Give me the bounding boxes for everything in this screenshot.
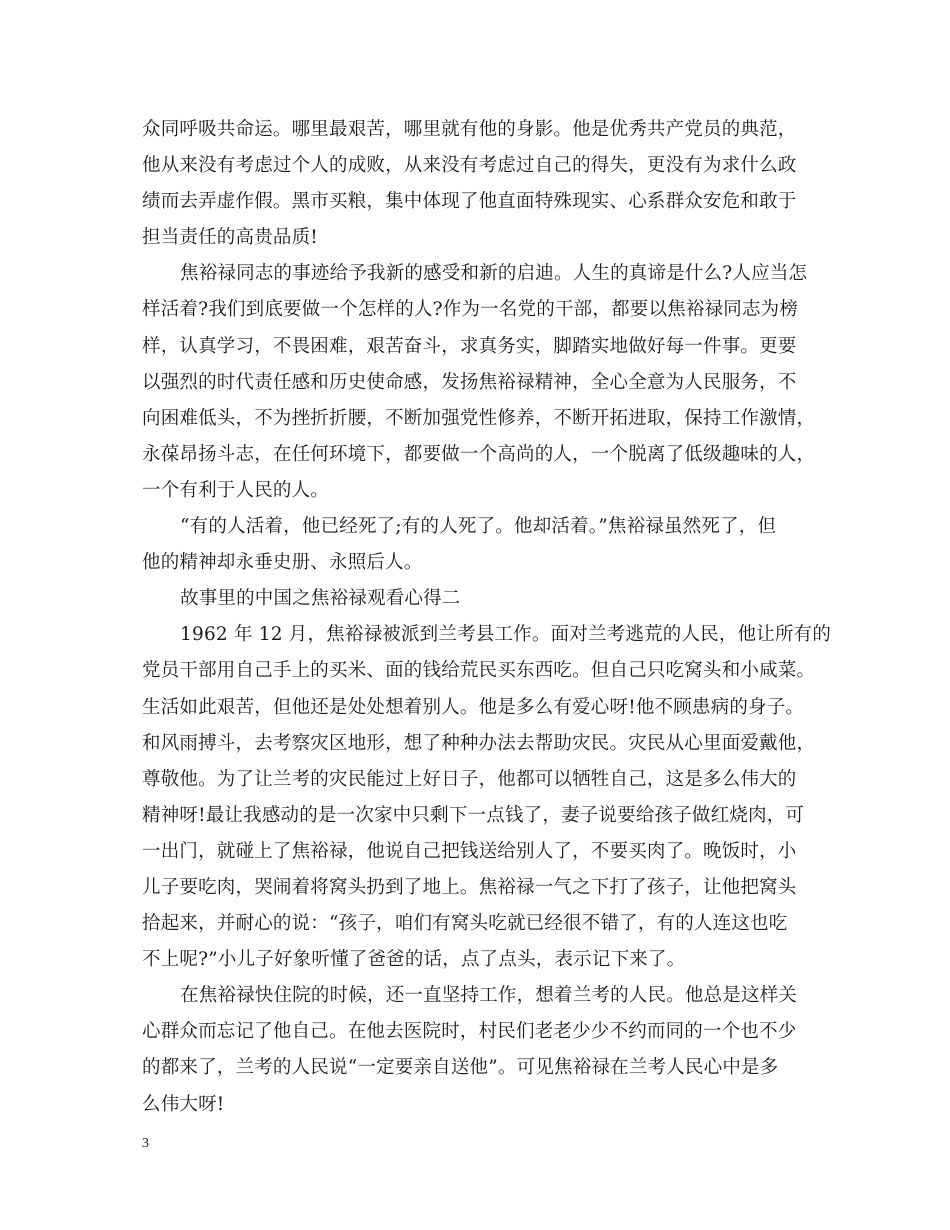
document-body: [142, 112, 832, 1123]
text-line: 以强烈的时代责任感和历史使命感，发扬焦裕禄精神，全心全意为人民服务，不: [142, 371, 797, 393]
text-line: 精神呀!最让我感动的是一次家中只剩下一点钱了，妻子说要给孩子做红烧肉，可: [142, 804, 805, 826]
text-line: 尊敬他。为了让兰考的灾民能过上好日子，他都可以牺牲自己，这是多么伟大的: [142, 768, 797, 790]
text-line: 心群众而忘记了他自己。在他去医院时，村民们老老少少不约而同的一个也不少: [142, 1021, 797, 1043]
text-line: 绩而去弄虚作假。黑市买粮，集中体现了他直面特殊现实、心系群众安危和敢于: [142, 191, 797, 213]
text-line: 永葆昂扬斗志，在任何环境下，都要做一个高尚的人，一个脱离了低级趣味的人，: [142, 443, 816, 465]
text-line: 样，认真学习，不畏困难，艰苦奋斗，求真务实，脚踏实地做好每一件事。更要: [142, 335, 797, 357]
text-line: 么伟大呀!: [142, 1093, 225, 1115]
text-line: 向困难低头，不为挫折折腰，不断加强党性修养，不断开拓进取，保持工作激情，: [142, 407, 816, 429]
text-line: 他的精神却永垂史册、永照后人。: [142, 552, 423, 574]
text-line: 担当责任的高贵品质!: [142, 227, 318, 249]
paragraph-first-line: 1962 年 12 月，焦裕禄被派到兰考县工作。面对兰考逃荒的人民，他让所有的: [180, 624, 832, 646]
paragraph-first-line: 故事里的中国之焦裕禄观看心得二: [180, 588, 461, 610]
text-line: 儿子要吃肉，哭闹着将窝头扔到了地上。焦裕禄一气之下打了孩子，让他把窝头: [142, 876, 797, 898]
text-line: 众同呼吸共命运。哪里最艰苦，哪里就有他的身影。他是优秀共产党员的典范，: [142, 119, 797, 140]
text-line: 的都来了，兰考的人民说“一定要亲自送他”。可见焦裕禄在兰考人民心中是多: [142, 1057, 779, 1079]
text-line: 拾起来，并耐心的说：“孩子，咱们有窝头吃就已经很不错了，有的人连这也吃: [142, 913, 788, 935]
text-line: 不上呢?”小儿子好象听懂了爸爸的话，点了点头，表示记下来了。: [142, 949, 686, 971]
text-line: 他从来没有考虑过个人的成败，从来没有考虑过自己的得失，更没有为求什么政: [142, 155, 797, 177]
text-line: 一个有利于人民的人。: [142, 479, 330, 501]
paragraph-first-line: “有的人活着，他已经死了;有的人死了。他却活着。”焦裕禄虽然死了，但: [180, 516, 777, 538]
text-line: 样活着?我们到底要做一个怎样的人?作为一名党的干部，都要以焦裕禄同志为榜: [142, 299, 799, 321]
text-line: 一出门，就碰上了焦裕禄，他说自己把钱送给别人了，不要买肉了。晚饭时，小: [142, 840, 797, 862]
page-number: 3: [142, 1136, 149, 1151]
text-line: 和风雨搏斗，去考察灾区地形，想了种种办法去帮助灾民。灾民从心里面爱戴他，: [142, 732, 816, 754]
text-line: 党员干部用自己手上的买米、面的钱给荒民买东西吃。但自己只吃窝头和小咸菜。: [142, 660, 816, 682]
paragraph-first-line: 焦裕禄同志的事迹给予我新的感受和新的启迪。人生的真谛是什么?人应当怎: [180, 263, 808, 285]
paragraph-first-line: 在焦裕禄快住院的时候，还一直坚持工作，想着兰考的人民。他总是这样关: [180, 985, 798, 1007]
text-line: 生活如此艰苦，但他还是处处想着别人。他是多么有爱心呀!他不顾患病的身子。: [142, 696, 805, 718]
